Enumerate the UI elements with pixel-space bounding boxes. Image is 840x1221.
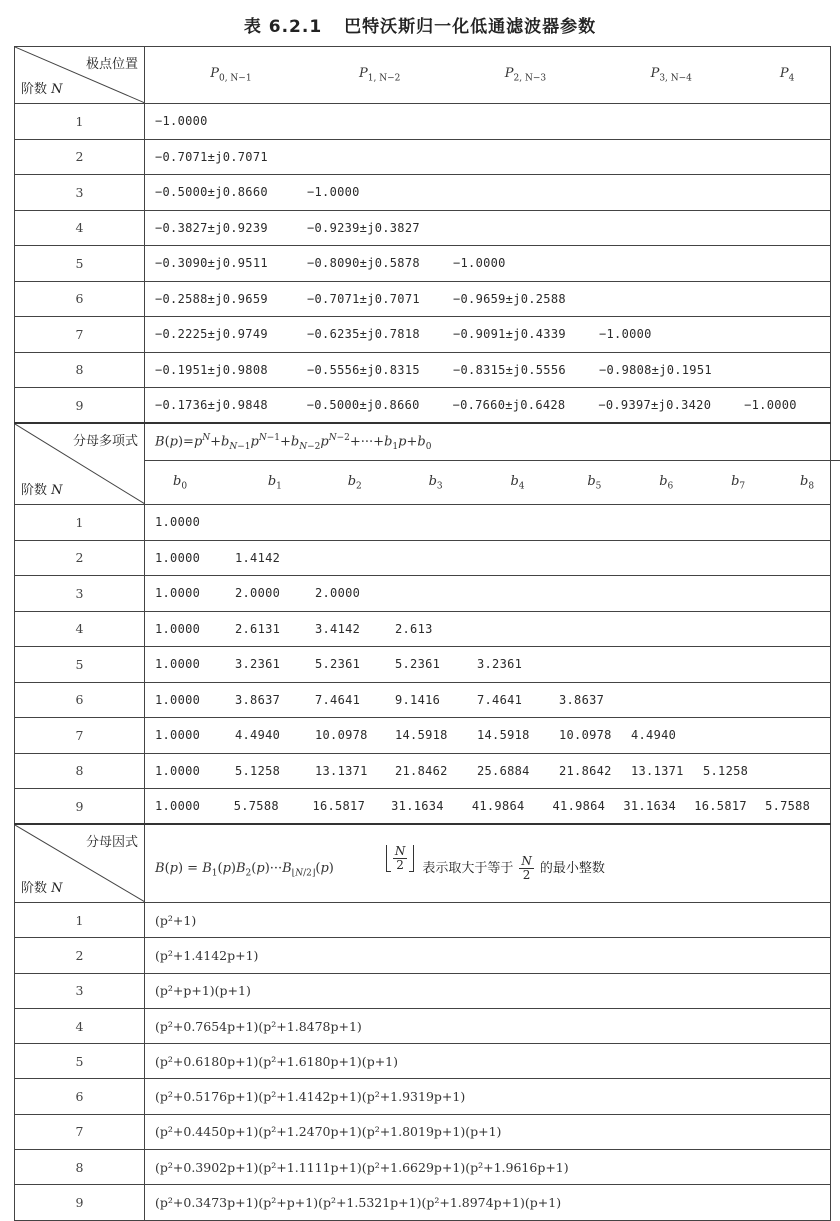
order-label: 阶数 N: [21, 881, 63, 896]
order-cell: 2: [15, 938, 145, 973]
coefficient-column-header: $b_6$: [659, 473, 674, 492]
table-row: [15, 903, 831, 938]
pole-value: −0.9808±j0.1951: [599, 362, 712, 377]
pole-value: −0.8090±j0.5878: [307, 256, 420, 271]
coefficient-value: 3.8637: [235, 692, 281, 707]
factor-corner-cell: [15, 824, 145, 903]
pole-value: −0.3827±j0.9239: [155, 220, 268, 235]
coefficient-value: 1.4142: [235, 550, 281, 565]
polynomial-formula: $B(p)=p^N+b_{N-1}p^{N-1}+b_{N-2}p^{N-2}+\cdot\cdot\cdot+b_1p+b_0$: [155, 432, 432, 452]
section3-diagonal-header: [15, 825, 144, 902]
pole-value: −0.2588±j0.9659: [155, 291, 268, 306]
coefficient-value: 14.5918: [477, 728, 530, 743]
coefficient-value: 13.1371: [315, 763, 368, 778]
pole-value: −0.1736±j0.9848: [155, 398, 268, 412]
pole-values: [145, 210, 831, 246]
pole-value: −1.0000: [453, 256, 506, 271]
coefficient-values: [145, 647, 831, 683]
coefficient-value: 5.1258: [235, 763, 281, 778]
order-cell: 6: [15, 1079, 145, 1114]
coefficient-values: [145, 682, 831, 718]
poles-header-row: [15, 47, 831, 104]
pole-value: −0.3090±j0.9511: [155, 256, 268, 271]
order-cell: 7: [15, 718, 145, 754]
table-row: [15, 1185, 831, 1220]
order-cell: 8: [15, 753, 145, 789]
pole-value: −0.5556±j0.8315: [307, 362, 420, 377]
factor-expression: (p²+0.3473p+1)(p²+p+1)(p²+1.5321p+1)(p²+1.8974p+1)(p+1): [145, 1185, 831, 1220]
factor-expression: (p²+1.4142p+1): [145, 938, 831, 973]
table-row: [15, 104, 831, 140]
pole-values: [145, 317, 831, 353]
coefficient-value: 2.6131: [235, 621, 281, 636]
coefficient-value: 2.613: [395, 621, 433, 636]
coefficient-column-header: $b_0$: [173, 473, 188, 492]
table-row: [15, 139, 831, 175]
table-row: [15, 281, 831, 317]
coefficient-value: 10.0978: [315, 728, 368, 743]
table-row: [15, 175, 831, 211]
section1-diagonal-header: [15, 47, 144, 103]
table-row: [15, 576, 831, 612]
pole-column-header: $P_{2, N-3}$: [504, 66, 547, 84]
pole-value: −0.7071±j0.7071: [155, 149, 268, 164]
pole-value: −1.0000: [599, 327, 652, 342]
order-cell: 7: [15, 317, 145, 353]
order-cell: 9: [15, 789, 145, 825]
coefficient-values: [145, 753, 831, 789]
coefficient-column-header: $b_4$: [510, 473, 525, 492]
table-row: [15, 352, 831, 388]
table-row: [15, 505, 831, 541]
factor-expression: (p²+0.3902p+1)(p²+1.1111p+1)(p²+1.6629p+1)(p²+1.9616p+1): [145, 1150, 831, 1185]
order-cell: 4: [15, 210, 145, 246]
factor-header-row: [15, 824, 831, 903]
coefficient-value: 1.0000: [155, 550, 201, 565]
order-cell: 1: [15, 104, 145, 140]
pole-value: −0.2225±j0.9749: [155, 327, 268, 342]
section3-header-label: 分母因式: [85, 835, 138, 850]
coefficient-value: 1.0000: [155, 621, 201, 636]
pole-value: −0.7071±j0.7071: [307, 291, 420, 306]
coefficient-value: 1.0000: [155, 586, 201, 601]
coefficient-value: 31.1634: [623, 799, 677, 813]
section2-header-label: 分母多项式: [72, 434, 138, 449]
table-row: [15, 540, 831, 576]
pole-value: −0.5000±j0.8660: [155, 185, 268, 200]
coefficient-value: 1.0000: [155, 763, 201, 778]
coefficient-value: 1.0000: [155, 515, 201, 530]
table-number: 表 6.2.1: [243, 17, 323, 37]
coefficient-value: 3.8637: [559, 692, 605, 707]
order-cell: 8: [15, 1150, 145, 1185]
coefficient-column-header: $b_8$: [800, 473, 815, 492]
order-cell: 1: [15, 505, 145, 541]
order-cell: 9: [15, 1185, 145, 1220]
order-cell: 6: [15, 682, 145, 718]
polynomial-corner-cell: [15, 423, 145, 505]
coefficient-value: 5.1258: [703, 763, 749, 778]
polynomial-header: [145, 423, 831, 505]
table-row: [15, 388, 831, 424]
pole-values: [145, 139, 831, 175]
section1-header-label: 极点位置: [85, 57, 138, 72]
order-cell: 9: [15, 388, 145, 424]
coefficient-value: 4.4940: [631, 728, 677, 743]
coefficient-value: 7.4641: [315, 692, 361, 707]
table-title: [0, 12, 840, 37]
order-cell: 3: [15, 973, 145, 1008]
order-cell: 7: [15, 1114, 145, 1149]
coefficient-values: [145, 611, 831, 647]
pole-value: −1.0000: [155, 114, 208, 129]
table-row: [15, 789, 831, 825]
order-label: 阶数 N: [21, 82, 63, 97]
pole-column-header: $P_{0, N-1}$: [210, 66, 252, 84]
table-row: [15, 973, 831, 1008]
pole-column-header: $P_{3, N-4}$: [650, 66, 692, 84]
order-cell: 4: [15, 1008, 145, 1043]
n-over-2: $\frac{N}{2}$: [521, 854, 532, 882]
coefficient-value: 41.9864: [471, 799, 525, 813]
coefficient-value: 2.0000: [235, 586, 281, 601]
factor-expression: (p²+0.5176p+1)(p²+1.4142p+1)(p²+1.9319p+1): [145, 1079, 831, 1114]
table-caption: 巴特沃斯归一化低通滤波器参数: [344, 17, 597, 37]
coefficient-value: 1.0000: [155, 728, 201, 743]
pole-value: −0.9091±j0.4339: [453, 327, 566, 342]
table-row: [15, 718, 831, 754]
floor-note-end: 的最小整数: [539, 861, 605, 876]
coefficient-value: 9.1416: [395, 692, 441, 707]
coefficient-value: 16.5817: [694, 799, 747, 813]
coefficient-column-header: $b_5$: [587, 473, 602, 492]
order-cell: 3: [15, 576, 145, 612]
coefficient-value: 4.4940: [235, 728, 281, 743]
coefficient-values: [145, 540, 831, 576]
pole-value: −0.5000±j0.8660: [306, 398, 420, 412]
coefficient-column-header: $b_2$: [347, 473, 362, 492]
coefficient-value: 13.1371: [631, 763, 684, 778]
coefficient-values: [145, 789, 831, 825]
floor-expression: $\frac{N}{2}$: [386, 845, 415, 872]
coefficient-value: 41.9864: [552, 799, 606, 813]
table-row: [15, 682, 831, 718]
pole-value: −0.8315±j0.5556: [453, 362, 566, 377]
table-row: [15, 611, 831, 647]
section2-diagonal-header: [15, 424, 144, 504]
pole-values: [145, 246, 831, 282]
coefficient-value: 21.8642: [559, 763, 612, 778]
coefficient-value: 5.2361: [315, 657, 361, 672]
table-row: [15, 1079, 831, 1114]
coefficient-column-headers: [145, 460, 840, 504]
pole-value: −0.9239±j0.3827: [307, 220, 420, 235]
pole-column-header: $P_{1, N-2}$: [359, 66, 401, 84]
coefficient-value: 7.4641: [477, 692, 523, 707]
factor-expression: (p²+0.6180p+1)(p²+1.6180p+1)(p+1): [145, 1044, 831, 1079]
coefficient-values: [145, 505, 831, 541]
coefficient-value: 2.0000: [315, 586, 361, 601]
factor-formula: $B(p) = B_1(p)B_2(p)\cdot\cdot\cdot B_{⌊N/2⌋}(p)$ $\frac{N}{2}$ 表示取大于等于 $\frac{N}{2}$ 的最小整数: [145, 824, 831, 903]
pole-value: −0.9659±j0.2588: [453, 291, 566, 306]
order-cell: 4: [15, 611, 145, 647]
pole-value: −1.0000: [744, 398, 797, 412]
coefficient-value: 1.0000: [155, 657, 201, 672]
coefficient-value: 1.0000: [155, 692, 201, 707]
pole-value: −1.0000: [307, 185, 360, 200]
table-row: [15, 1044, 831, 1079]
coefficient-value: 16.5817: [312, 799, 366, 813]
order-cell: 5: [15, 246, 145, 282]
coefficient-value: 3.2361: [235, 657, 281, 672]
factor-expression: (p²+0.7654p+1)(p²+1.8478p+1): [145, 1008, 831, 1043]
coefficient-column-header: $b_7$: [731, 473, 746, 492]
pole-value: −0.7660±j0.6428: [452, 398, 566, 412]
coefficient-value: 14.5918: [395, 728, 448, 743]
order-cell: 5: [15, 647, 145, 683]
pole-value: −0.1951±j0.9808: [155, 362, 268, 377]
pole-values: [145, 352, 831, 388]
polynomial-header-row: [15, 423, 831, 505]
factor-expression: (p²+p+1)(p+1): [145, 973, 831, 1008]
order-label: 阶数 N: [21, 483, 63, 498]
table-row: [15, 647, 831, 683]
order-cell: 5: [15, 1044, 145, 1079]
coefficient-value: 31.1634: [391, 799, 444, 813]
coefficient-value: 21.8462: [395, 763, 448, 778]
poles-corner-cell: [15, 47, 145, 104]
coefficient-value: 5.2361: [395, 657, 441, 672]
butterworth-table: [14, 46, 831, 1221]
pole-values: [145, 281, 831, 317]
coefficient-value: 10.0978: [559, 728, 612, 743]
coefficient-value: 25.6884: [477, 763, 530, 778]
pole-values: [145, 388, 831, 424]
floor-note: 表示取大于等于: [422, 861, 514, 876]
table-row: [15, 317, 831, 353]
pole-value: −0.6235±j0.7818: [307, 327, 420, 342]
factor-expression: (p²+0.4450p+1)(p²+1.2470p+1)(p²+1.8019p+1)(p+1): [145, 1114, 831, 1149]
coefficient-value: 5.7588: [233, 799, 279, 813]
poles-column-headers: [145, 47, 831, 104]
pole-values: [145, 104, 831, 140]
table-row: [15, 246, 831, 282]
coefficient-value: 1.0000: [155, 799, 201, 813]
pole-column-header: $P_4$: [779, 66, 795, 84]
pole-values: [145, 175, 831, 211]
table-row: [15, 1150, 831, 1185]
table-row: [15, 1008, 831, 1043]
coefficient-values: [145, 718, 831, 754]
coefficient-values: [145, 576, 831, 612]
pole-value: −0.9397±j0.3420: [598, 398, 712, 412]
coefficient-column-header: $b_3$: [428, 473, 443, 492]
order-cell: 2: [15, 139, 145, 175]
coefficient-column-header: $b_1$: [267, 473, 282, 492]
table-row: [15, 210, 831, 246]
order-cell: 6: [15, 281, 145, 317]
coefficient-value: 5.7588: [765, 799, 811, 813]
coefficient-value: 3.4142: [315, 621, 361, 636]
order-cell: 1: [15, 903, 145, 938]
factor-expression: (p²+1): [145, 903, 831, 938]
table-row: [15, 938, 831, 973]
order-cell: 2: [15, 540, 145, 576]
order-cell: 3: [15, 175, 145, 211]
table-row: [15, 1114, 831, 1149]
table-row: [15, 753, 831, 789]
order-cell: 8: [15, 352, 145, 388]
coefficient-value: 3.2361: [477, 657, 523, 672]
